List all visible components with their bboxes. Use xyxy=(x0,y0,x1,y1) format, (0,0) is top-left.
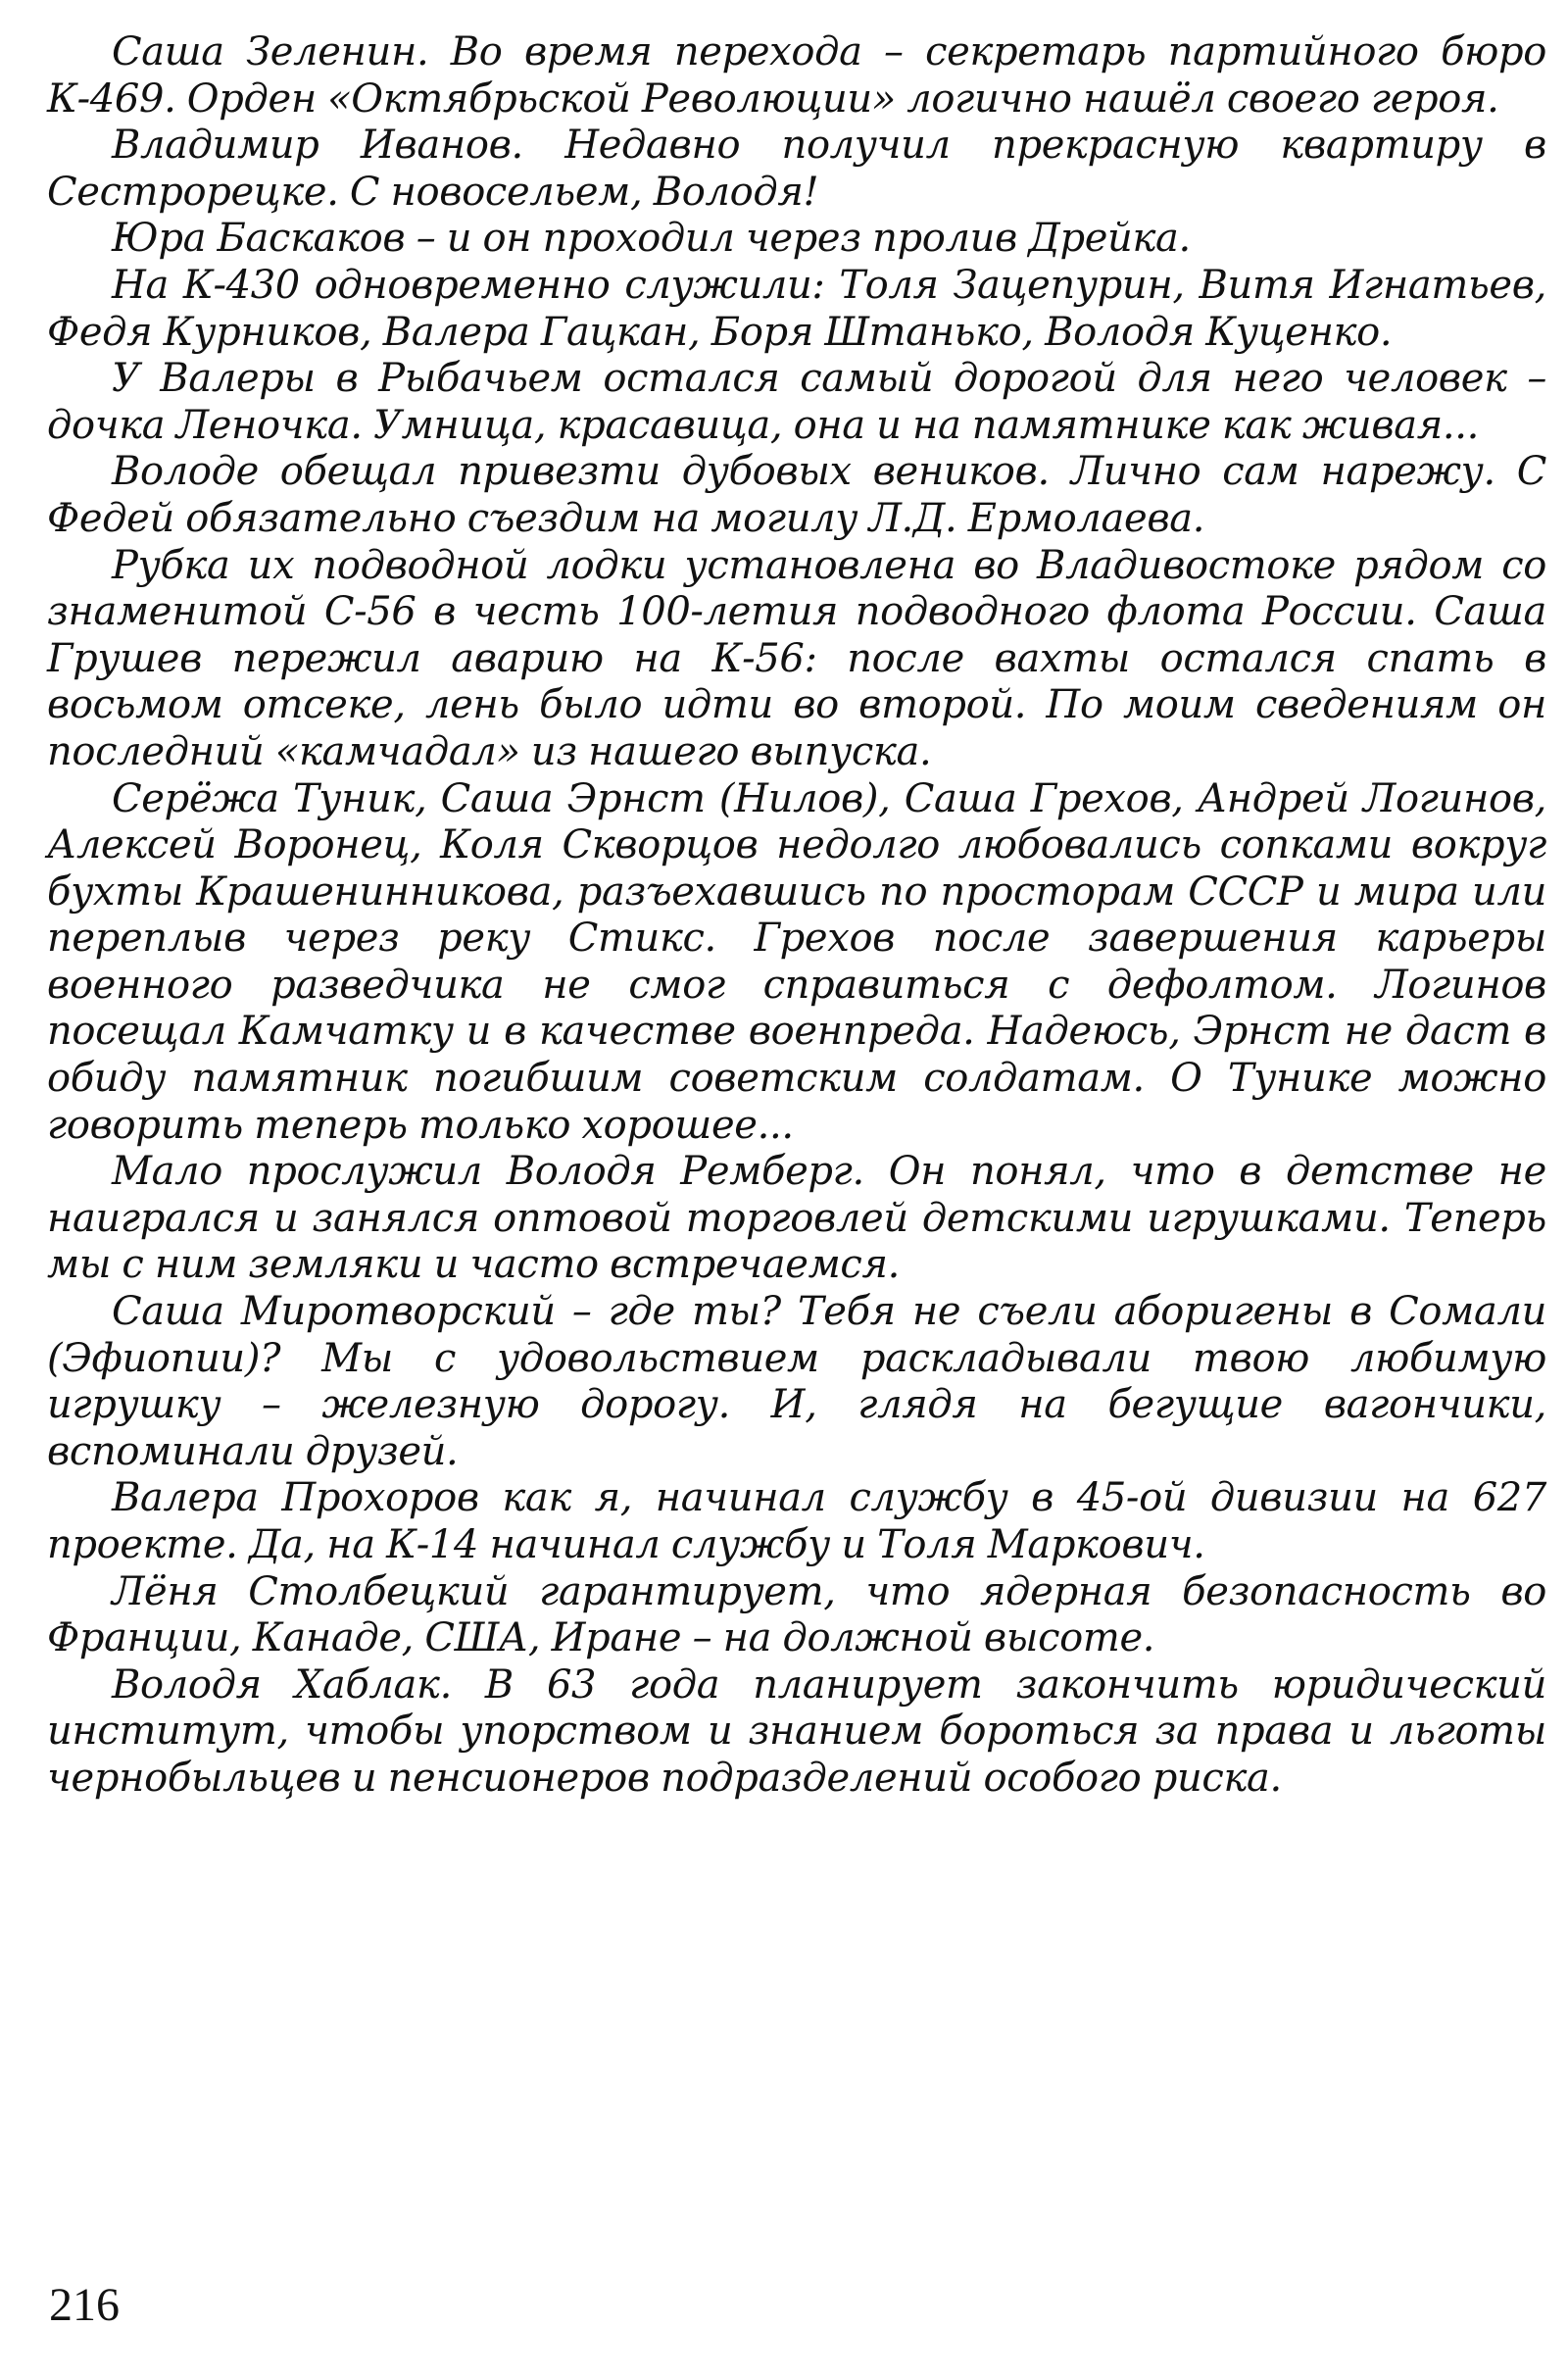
paragraph: Валера Прохоров как я, начинал службу в 45-ой дивизии на 627 проекте. Да, на К-14 начинал службу и Толя Маркович. xyxy=(47,1475,1546,1567)
paragraph: Рубка их подводной лодки установлена во Владивостоке рядом со знаменитой С-56 в честь 100-летия подводного флота России. Саша Грушев пережил аварию на К-56: после вахты остался спать в восьмом отсеке, лень было идти во второй. По моим сведениям он последний «камчадал» из нашего выпуска. xyxy=(47,542,1546,774)
paragraph: Саша Миротворский – где ты? Тебя не съели аборигены в Сомали (Эфиопии)? Мы с удовольствием раскладывали твою любимую игрушку – железную дорогу. И, глядя на бегущие вагончики, вспоминали друзей. xyxy=(47,1289,1546,1474)
page-number: 216 xyxy=(49,2279,120,2331)
paragraph: Владимир Иванов. Недавно получил прекрасную квартиру в Сестрорецке. С новосельем, Володя! xyxy=(47,123,1546,215)
paragraph: Лёня Столбецкий гарантирует, что ядерная безопасность во Франции, Канаде, США, Иране – на должной высоте. xyxy=(47,1568,1546,1661)
paragraph: Юра Баскаков – и он проходил через пролив Дрейка. xyxy=(112,216,1191,262)
paragraph: У Валеры в Рыбачьем остался самый дорогой для него человек – дочка Леночка. Умница, красавица, она и на памятнике как живая... xyxy=(47,356,1546,448)
paragraph: Мало прослужил Володя Ремберг. Он понял, что в детстве не наигрался и занялся оптовой торговлей детскими игрушками. Теперь мы с ним земляки и часто встречаемся. xyxy=(47,1149,1546,1288)
paragraph: Володе обещал привезти дубовых веников. Лично сам нарежу. С Федей обязательно съездим на могилу Л.Д. Ермолаева. xyxy=(47,449,1546,541)
book-page xyxy=(47,29,1546,2352)
paragraph: Володя Хаблак. В 63 года планирует закончить юридический институт, чтобы упорством и знанием бороться за права и льготы чернобыльцев и пенсионеров подразделений особого риска. xyxy=(47,1661,1546,1801)
body-text xyxy=(47,29,1546,1803)
paragraph: Саша Зеленин. Во время перехода – секретарь партийного бюро К-469. Орден «Октябрьской Революции» логично нашёл своего героя. xyxy=(47,29,1546,122)
paragraph: На К-430 одновременно служили: Толя Зацепурин, Витя Игнатьев, Федя Курников, Валера Гацкан, Боря Штанько, Володя Куценко. xyxy=(47,262,1546,355)
paragraph: Серёжа Туник, Саша Эрнст (Нилов), Саша Грехов, Андрей Логинов, Алексей Воронец, Коля Скворцов недолго любовались сопками вокруг бухты Крашенинникова, разъехавшись по просторам СССР и мира или переплыв через реку Стикс. Грехов после завершения карьеры военного разведчика не смог справиться с дефолтом. Логинов посещал Камчатку и в качестве военпреда. Надеюсь, Эрнст не даст в обиду памятник погибшим советским солдатам. О Тунике можно говорить теперь только хорошее... xyxy=(47,775,1546,1148)
